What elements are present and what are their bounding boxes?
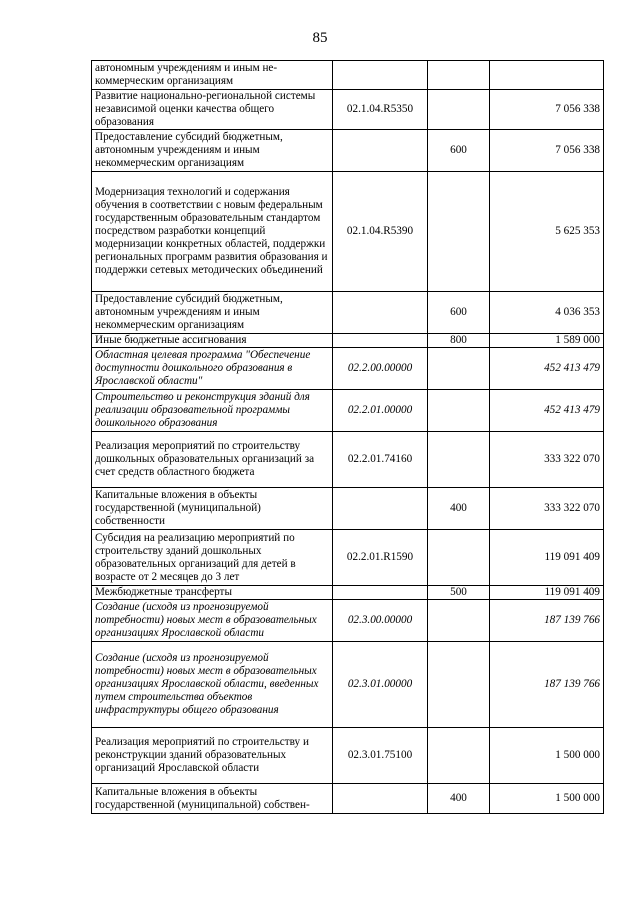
row-name-cell: Реализация мероприятий по строительству и реконструкции зданий образовательных организаций Ярославской области xyxy=(92,728,333,784)
row-sum-cell: 1 500 000 xyxy=(490,728,604,784)
row-code-cell xyxy=(333,130,428,172)
row-name-cell: Модернизация технологий и содержания обучения в соответствии с новым федеральным государственным образовательным стандартом посредством разработки концепций модернизации конкретных областей, поддержки региональных программ развития образования и поддержки сетевых методических объединений xyxy=(92,172,333,292)
row-name-cell: Строительство и реконструкция зданий для реализации образовательной программы дошкольного образования xyxy=(92,390,333,432)
row-sum-cell: 452 413 479 xyxy=(490,348,604,390)
table-row xyxy=(92,600,604,642)
row-sum-cell: 119 091 409 xyxy=(490,586,604,600)
row-code-cell xyxy=(333,292,428,334)
budget-table xyxy=(91,60,604,814)
row-type-cell: 600 xyxy=(428,292,490,334)
row-name-cell: Реализация мероприятий по строительству дошкольных образовательных организаций за счет средств областного бюджета xyxy=(92,432,333,488)
row-code-cell: 02.2.01.00000 xyxy=(333,390,428,432)
row-sum-cell: 333 322 070 xyxy=(490,432,604,488)
row-type-cell xyxy=(428,90,490,130)
table-row xyxy=(92,61,604,90)
row-sum-cell: 4 036 353 xyxy=(490,292,604,334)
table-row xyxy=(92,390,604,432)
table-row xyxy=(92,90,604,130)
row-sum-cell: 5 625 353 xyxy=(490,172,604,292)
row-sum-cell: 1 500 000 xyxy=(490,784,604,814)
row-type-cell xyxy=(428,642,490,728)
row-code-cell xyxy=(333,488,428,530)
row-code-cell xyxy=(333,784,428,814)
table-row xyxy=(92,292,604,334)
row-type-cell: 500 xyxy=(428,586,490,600)
table-row xyxy=(92,334,604,348)
row-sum-cell: 1 589 000 xyxy=(490,334,604,348)
row-name-cell: Предоставление субсидий бюджетным, автономным учреждениям и иным некоммерческим организациям xyxy=(92,292,333,334)
row-sum-cell: 7 056 338 xyxy=(490,90,604,130)
row-type-cell: 800 xyxy=(428,334,490,348)
table-row xyxy=(92,130,604,172)
row-sum-cell: 119 091 409 xyxy=(490,530,604,586)
row-type-cell xyxy=(428,390,490,432)
row-name-cell: Капитальные вложения в объекты государственной (муниципальной) собствен- xyxy=(92,784,333,814)
table-row xyxy=(92,728,604,784)
row-name-cell: Предоставление субсидий бюджетным, автономным учреждениям и иным некоммерческим организациям xyxy=(92,130,333,172)
row-name-cell: Создание (исходя из прогнозируемой потребности) новых мест в образовательных организациях Ярославской области, введенных путем строительства объектов инфраструктуры общего образования xyxy=(92,642,333,728)
row-code-cell: 02.3.01.00000 xyxy=(333,642,428,728)
row-type-cell: 400 xyxy=(428,784,490,814)
table-row xyxy=(92,432,604,488)
row-name-cell: автономным учреждениям и иным не-коммерческим организациям xyxy=(92,61,333,90)
row-code-cell: 02.2.01.74160 xyxy=(333,432,428,488)
row-sum-cell xyxy=(490,61,604,90)
row-name-cell: Создание (исходя из прогнозируемой потребности) новых мест в образовательных организациях Ярославской области xyxy=(92,600,333,642)
row-code-cell: 02.1.04.R5350 xyxy=(333,90,428,130)
row-sum-cell: 452 413 479 xyxy=(490,390,604,432)
row-type-cell: 600 xyxy=(428,130,490,172)
table-row xyxy=(92,642,604,728)
row-sum-cell: 7 056 338 xyxy=(490,130,604,172)
row-type-cell: 400 xyxy=(428,488,490,530)
row-sum-cell: 333 322 070 xyxy=(490,488,604,530)
row-code-cell: 02.3.01.75100 xyxy=(333,728,428,784)
row-code-cell: 02.2.01.R1590 xyxy=(333,530,428,586)
row-sum-cell: 187 139 766 xyxy=(490,642,604,728)
row-type-cell xyxy=(428,728,490,784)
row-type-cell xyxy=(428,348,490,390)
row-code-cell xyxy=(333,61,428,90)
row-name-cell: Развитие национально-региональной системы независимой оценки качества общего образования xyxy=(92,90,333,130)
row-type-cell xyxy=(428,61,490,90)
row-type-cell xyxy=(428,530,490,586)
table-row xyxy=(92,784,604,814)
row-type-cell xyxy=(428,172,490,292)
row-name-cell: Иные бюджетные ассигнования xyxy=(92,334,333,348)
row-code-cell: 02.3.00.00000 xyxy=(333,600,428,642)
table-row xyxy=(92,348,604,390)
page-number: 85 xyxy=(312,30,328,46)
table-row xyxy=(92,172,604,292)
row-name-cell: Областная целевая программа "Обеспечение доступности дошкольного образования в Ярославской области" xyxy=(92,348,333,390)
row-type-cell xyxy=(428,432,490,488)
table-row xyxy=(92,530,604,586)
row-name-cell: Субсидия на реализацию мероприятий по строительству зданий дошкольных образовательных организаций для детей в возрасте от 2 месяцев до 3 лет xyxy=(92,530,333,586)
table-row xyxy=(92,488,604,530)
budget-table-body xyxy=(92,61,604,814)
row-sum-cell: 187 139 766 xyxy=(490,600,604,642)
row-code-cell xyxy=(333,586,428,600)
row-code-cell: 02.1.04.R5390 xyxy=(333,172,428,292)
row-code-cell xyxy=(333,334,428,348)
row-name-cell: Межбюджетные трансферты xyxy=(92,586,333,600)
row-code-cell: 02.2.00.00000 xyxy=(333,348,428,390)
row-name-cell: Капитальные вложения в объекты государственной (муниципальной) собственности xyxy=(92,488,333,530)
table-row xyxy=(92,586,604,600)
row-type-cell xyxy=(428,600,490,642)
